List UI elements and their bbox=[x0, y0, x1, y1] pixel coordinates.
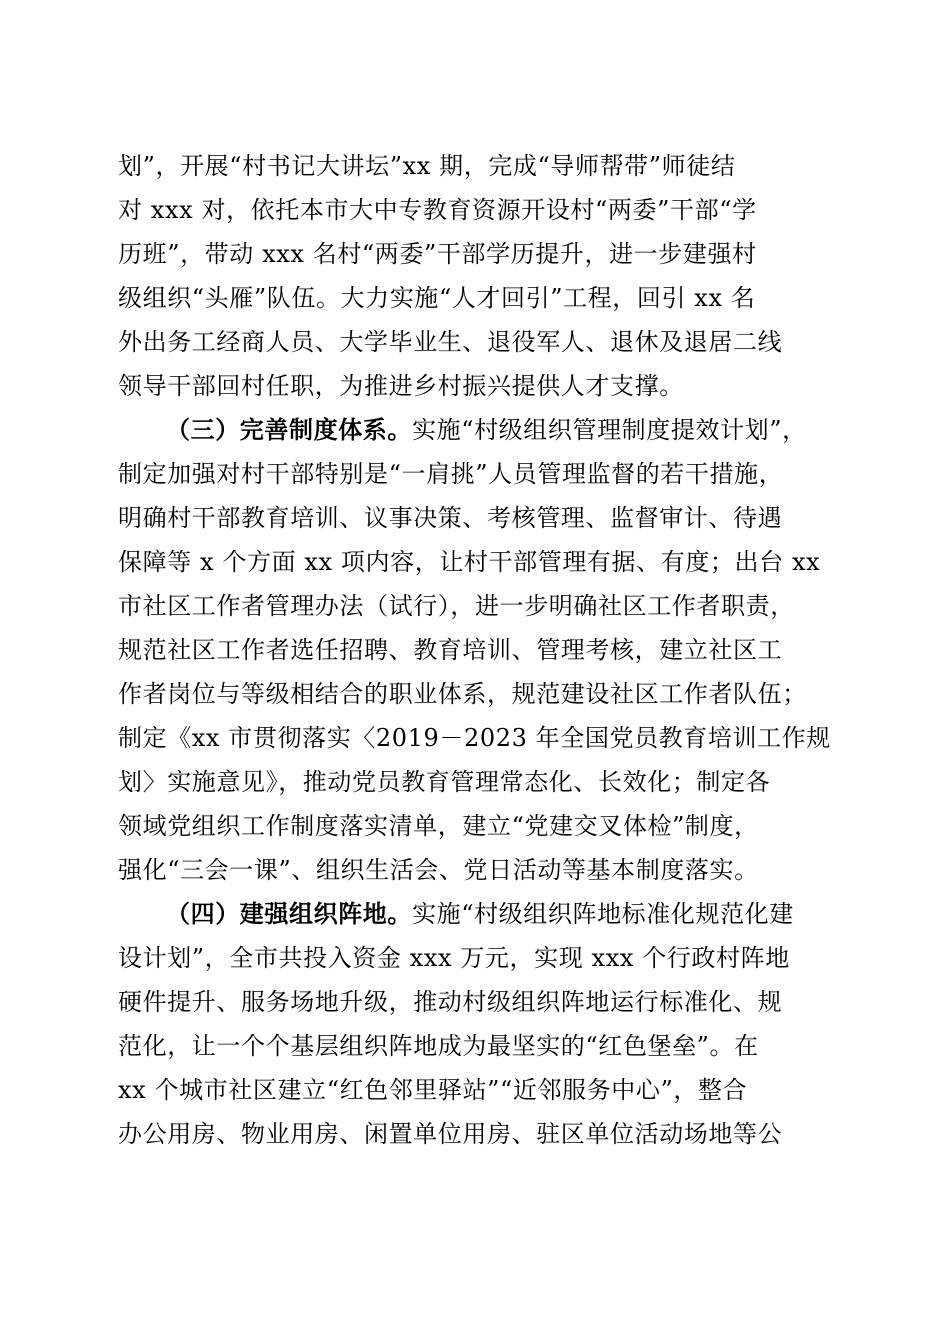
paragraph-line: 领导干部回村任职，为推进乡村振兴提供人才支撑。 bbox=[118, 372, 684, 400]
paragraph-line: 作者岗位与等级相结合的职业体系，规范建设社区工作者队伍； bbox=[118, 680, 807, 708]
paragraph-line: 外出务工经商人员、大学毕业生、退役军人、退休及退居二线 bbox=[118, 328, 783, 356]
paragraph-line: 设计划”，全市共投入资金 xxx 万元，实现 xxx 个行政村阵地 bbox=[118, 944, 790, 972]
paragraph-line: 级组织“头雁”队伍。大力实施“人才回引”工程，回引 xx 名 bbox=[118, 284, 756, 312]
paragraph-first-line bbox=[118, 892, 838, 936]
paragraph-line: 历班”，带动 xxx 名村“两委”干部学历提升，进一步建强村 bbox=[118, 240, 757, 268]
paragraph-line: 范化，让一个个基层组织阵地成为最坚实的“红色堡垒”。在 bbox=[118, 1032, 759, 1060]
paragraph-line: 市社区工作者管理办法（试行），进一步明确社区工作者职责， bbox=[118, 592, 795, 620]
paragraph-line: 领域党组织工作制度落实清单，建立“党建交叉体检”制度， bbox=[118, 812, 759, 840]
paragraph-first-line bbox=[118, 408, 838, 452]
paragraph-line: 明确村干部教育培训、议事决策、考核管理、监督审计、待遇 bbox=[118, 504, 783, 532]
paragraph-line: 制定《xx 市贯彻落实〈2019－2023 年全国党员教育培训工作规 bbox=[118, 724, 831, 752]
paragraph-line: 制定加强对村干部特别是“一肩挑”人员管理监督的若干措施， bbox=[118, 460, 784, 488]
paragraph-text: 实施“村级组织管理制度提效计划”， bbox=[412, 416, 807, 444]
paragraph-line: 强化“三会一课”、组织生活会、党日活动等基本制度落实。 bbox=[118, 856, 759, 884]
section-heading: （三）完善制度体系。 bbox=[166, 415, 412, 444]
section-heading: （四）建强组织阵地。 bbox=[166, 899, 412, 928]
paragraph-line: 划”，开展“村书记大讲坛”xx 期，完成“导师帮带”师徒结 bbox=[118, 152, 736, 180]
paragraph-line: 规范社区工作者选任招聘、教育培训、管理考核，建立社区工 bbox=[118, 636, 783, 664]
paragraph-line: 保障等 x 个方面 xx 项内容，让村干部管理有据、有度；出台 xx bbox=[118, 548, 821, 576]
paragraph-line: 划〉实施意见》，推动党员教育管理常态化、长效化；制定各 bbox=[118, 768, 771, 796]
paragraph-line: 办公用房、物业用房、闲置单位用房、驻区单位活动场地等公 bbox=[118, 1120, 783, 1148]
paragraph-text: 实施“村级组织阵地标准化规范化建 bbox=[412, 900, 794, 928]
paragraph-line: 硬件提升、服务场地升级，推动村级组织阵地运行标准化、规 bbox=[118, 988, 783, 1016]
paragraph-line: xx 个城市社区建立“红色邻里驿站”“近邻服务中心”，整合 bbox=[118, 1076, 748, 1104]
body-text bbox=[118, 144, 838, 1156]
paragraph-line: 对 xxx 对，依托本市大中专教育资源开设村“两委”干部“学 bbox=[118, 196, 757, 224]
